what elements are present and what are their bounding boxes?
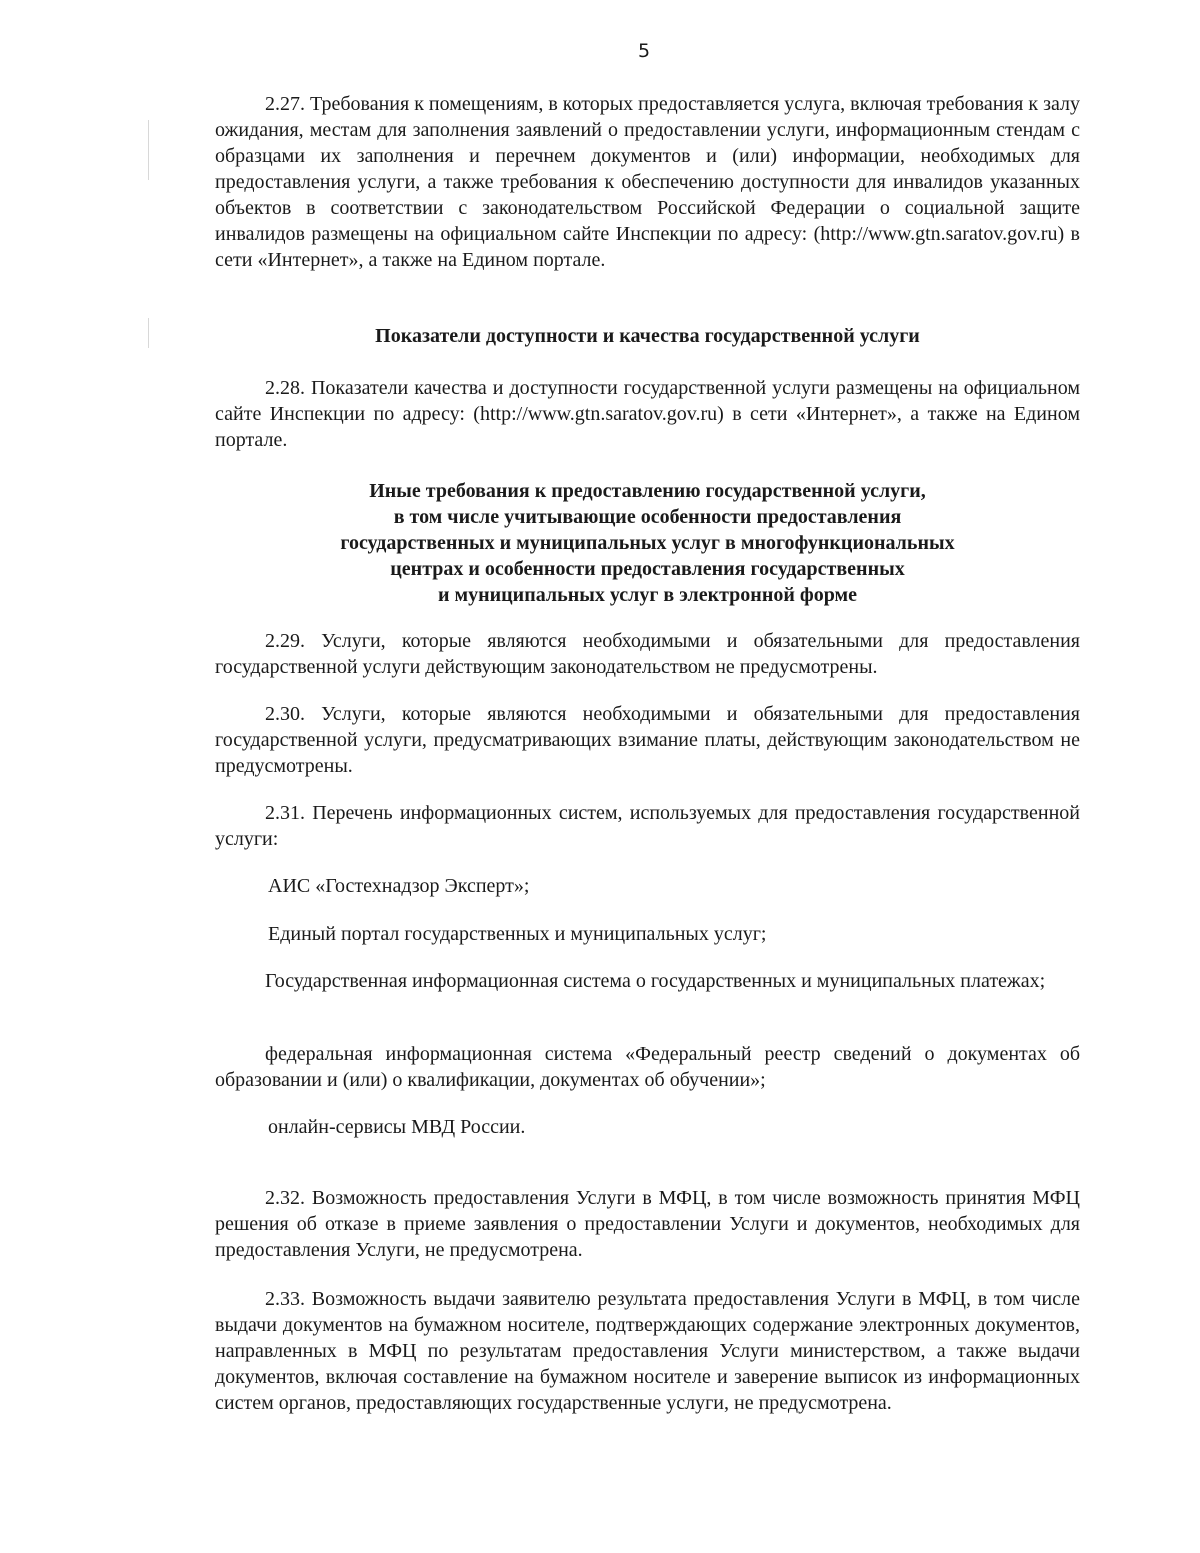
- system-item: АИС «Гостехнадзор Эксперт»;: [268, 875, 530, 897]
- heading-line: центрах и особенности предоставления государственных: [390, 558, 905, 580]
- paragraph-2-29: 2.29. Услуги, которые являются необходимыми и обязательными для предоставления государственной услуги действующим законодательством не предусмотрены.: [215, 630, 1080, 678]
- scan-margin-mark: [148, 318, 149, 348]
- paragraph-2-33: 2.33. Возможность выдачи заявителю результата предоставления Услуги в МФЦ, в том числе выдачи документов на бумажном носителе, подтверждающих содержание электронных документов, направленных в МФЦ по результатам предоставления Услуги министерством, а также выдачи документов, включая составление на бумажном носителе и заверение выписок из информационных систем органов, предоставляющих государственные услуги, не предусмотрена.: [215, 1288, 1080, 1414]
- scan-margin-mark: [148, 120, 149, 180]
- heading-quality-indicators: Показатели доступности и качества государственной услуги: [375, 325, 920, 347]
- heading-line: государственных и муниципальных услуг в многофункциональных: [340, 532, 955, 554]
- heading-line: и муниципальных услуг в электронной форме: [437, 584, 858, 606]
- paragraph-2-32: 2.32. Возможность предоставления Услуги в МФЦ, в том числе возможность принятия МФЦ решения об отказе в приеме заявления о предоставлении Услуги и документов, необходимых для предоставления Услуги, не предусмотрена.: [215, 1187, 1080, 1261]
- system-item: федеральная информационная система «Федеральный реестр сведений о документах об образовании и (или) о квалификации, документах об обучении»;: [215, 1043, 1080, 1091]
- paragraph-2-30: 2.30. Услуги, которые являются необходимыми и обязательными для предоставления государственной услуги, предусматривающих взимание платы, действующим законодательством не предусмотрены.: [215, 703, 1080, 777]
- paragraph-2-31: 2.31. Перечень информационных систем, используемых для предоставления государственной услуги:: [215, 802, 1080, 850]
- paragraph-2-27: 2.27. Требования к помещениям, в которых предоставляется услуга, включая требования к залу ожидания, местам для заполнения заявлений о предоставлении услуги, информационным стендам с образцами их заполнения и перечнем документов и (или) информации, необходимых для предоставления услуги, а также требования к обеспечению доступности для инвалидов указанных объектов в соответствии с законодательством Российской Федерации о социальной защите инвалидов размещены на официальном сайте Инспекции по адресу: (http://www.gtn.saratov.gov.ru) в сети «Интернет», а также на Едином портале.: [215, 93, 1080, 271]
- heading-line: в том числе учитывающие особенности предоставления: [393, 506, 902, 528]
- system-item: Единый портал государственных и муниципальных услуг;: [268, 923, 767, 945]
- paragraph-2-28: 2.28. Показатели качества и доступности государственной услуги размещены на официальном сайте Инспекции по адресу: (http://www.gtn.saratov.gov.ru) в сети «Интернет», а также на Едином портале.: [215, 377, 1080, 451]
- page-number: 5: [637, 40, 651, 62]
- system-item: онлайн-сервисы МВД России.: [268, 1116, 526, 1138]
- heading-other-requirements: [215, 478, 1080, 608]
- heading-line: Иные требования к предоставлению государственной услуги,: [369, 480, 926, 502]
- system-item: Государственная информационная система о государственных и муниципальных платежах;: [265, 970, 1046, 992]
